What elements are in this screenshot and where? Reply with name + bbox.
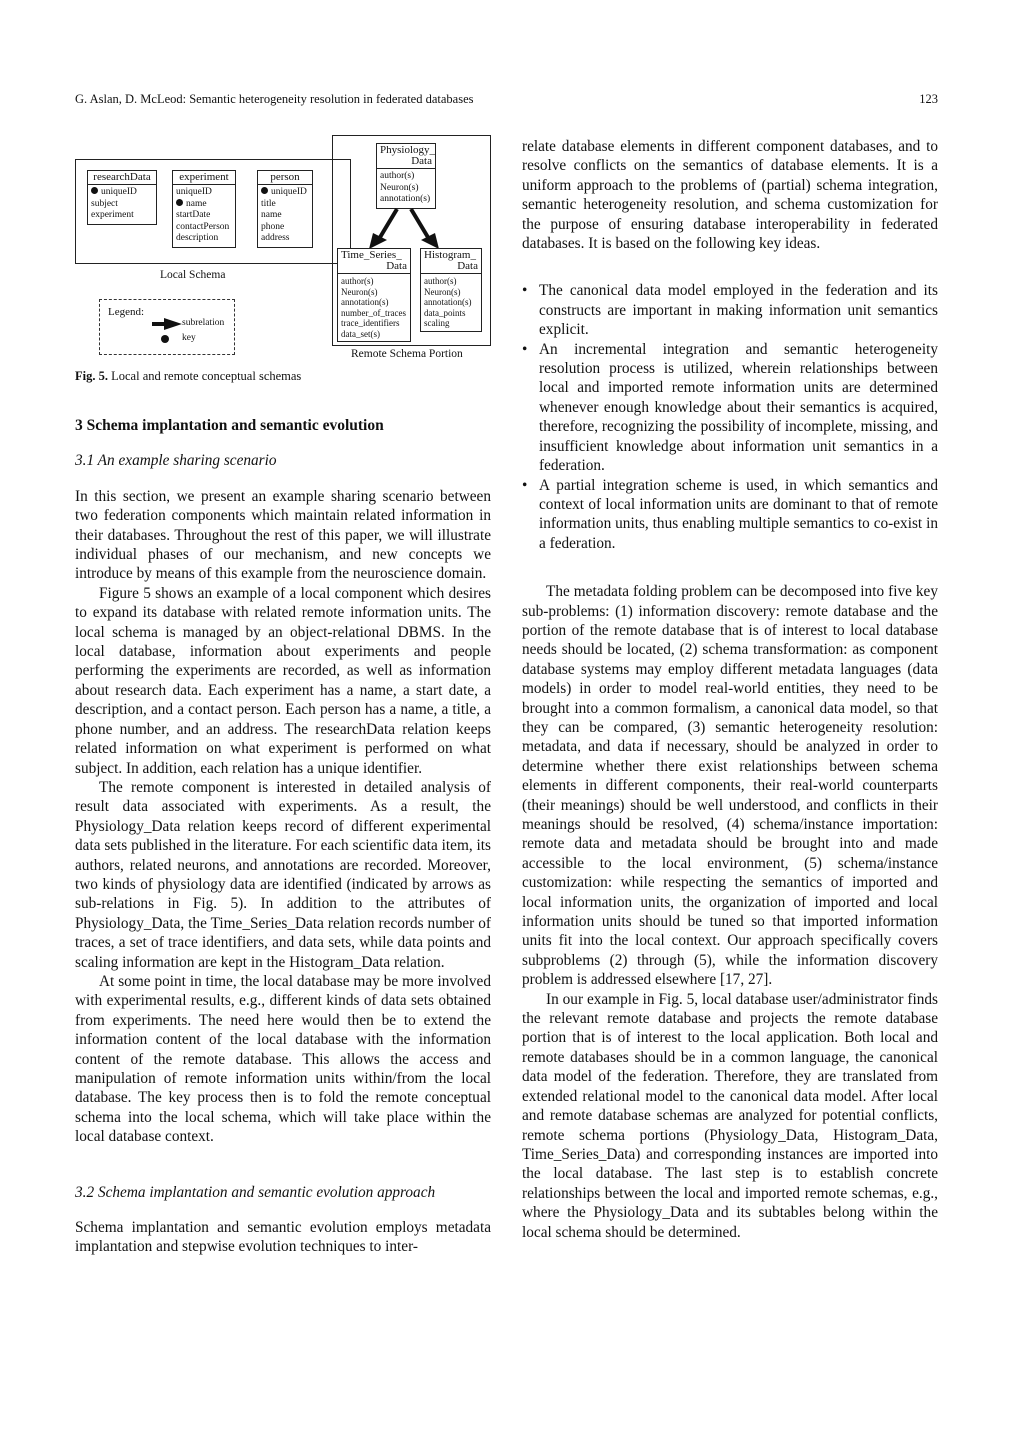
list-item: • An incremental integration and semantic heterogeneity resolution process is utilized, wherein relationships between local and imported remote information units are determined whenever enough knowledge about their semantics is acquired, therefore, recognizing the possibility of incomplete, missing, and insufficient knowledge about information unit semantics in a federation. xyxy=(522,340,938,476)
paragraph: Schema implantation and semantic evolution employs metadata implantation and stepwise evolution techniques to inter- xyxy=(75,1219,491,1256)
attribute: data_set(s) xyxy=(341,328,380,339)
legend-key-label: key xyxy=(182,333,196,343)
remote-schema-label: Remote Schema Portion xyxy=(351,348,463,360)
key-dot-icon xyxy=(261,187,268,194)
section-heading: 3 Schema implantation and semantic evolution xyxy=(75,417,384,434)
paragraph: In this section, we present an example sharing scenario between two federation components which maintain related information in their databases. Throughout the rest of this paper, we will illustrate individual phases of our mechanism, and new concepts we introduce by means of this example from the neuroscience domain. xyxy=(75,487,491,583)
attribute: contactPerson xyxy=(176,221,230,232)
figure-caption xyxy=(75,369,301,384)
relation-researchData xyxy=(87,170,157,225)
relation-Time_Series_Data xyxy=(337,248,411,342)
attribute: description xyxy=(176,233,219,243)
key-ideas-list xyxy=(522,281,938,553)
caption-text: Local and remote conceptual schemas xyxy=(107,369,302,383)
running-head xyxy=(75,92,938,107)
attribute-key: uniqueID xyxy=(261,187,310,199)
caption-label: Fig. 5. xyxy=(75,369,108,383)
relation-Histogram_Data xyxy=(420,248,482,332)
relation-title: Histogram_ Data xyxy=(421,249,481,274)
attribute: phone xyxy=(261,221,285,232)
attribute: number_of_traces xyxy=(341,307,406,318)
right-column xyxy=(522,137,938,1242)
legend-title: Legend: xyxy=(108,306,145,318)
attribute: annotation(s) xyxy=(380,194,431,204)
relation-title: researchData xyxy=(88,171,156,185)
attribute: startDate xyxy=(176,210,211,220)
attribute: author(s) xyxy=(424,276,457,286)
attribute: uniqueID xyxy=(176,187,212,197)
paragraph: In our example in Fig. 5, local database user/administrator finds the relevant remote database and projects the remote database portion that is of interest to the local application. Both local and remote databases should be in a common language, the canonical data model of the federation. Therefore, they are translated from extended relational model to the canonical data model. After local and remote database schemas are analyzed for potential conflicts, remote schema portions (Physiology_Data, Histogram_Data, Time_Series_Data) and corresponding instances are imported into the local database. The last step is to establish concrete relationships between the local and imported remote schemas, e.g., where the Physiology_Data and its subtables belong within the local schema should be determined. xyxy=(522,990,938,1241)
paragraph: At some point in time, the local database may be more involved with experimental results, e.g., different kinds of data sets obtained from experiments. The need here would then be to extend the information content of the local database with the information content of the remote database. This allows the access and manipulation of remote information units within/from the local database. The key process then is to fold the remote conceptual schema into the local schema, which will take place within the local database context. xyxy=(75,972,491,1146)
legend xyxy=(99,299,235,355)
left-column xyxy=(75,416,491,1257)
paragraph: The remote component is interested in detailed analysis of result data associated with experiments. As a result, the Physiology_Data relation keeps record of different experimental data sets published in the literature. For each scientific data item, its authors, related neurons, and annotations are recorded. Moreover, two kinds of physiology data are identified (indicated by arrows as sub-relations in Fig. 5). In addition to the attributes of Physiology_Data, the Time_Series_Data relation records number of traces, a set of trace identifiers, and data sets, while data points and scaling information are kept in the Histogram_Data relation. xyxy=(75,778,491,971)
attribute: scaling xyxy=(424,318,450,328)
attribute: Neuron(s) xyxy=(424,286,461,297)
attribute-key: name xyxy=(176,199,233,211)
figure-5 xyxy=(75,133,495,383)
attribute: Neuron(s) xyxy=(380,182,419,193)
paragraph: The metadata folding problem can be decomposed into five key sub-problems: (1) information discovery: remote database and the portion of the remote database that is of interest to local database needs should be located, (2) schema transformation: as component database systems may employ different metadata languages (data models) in order to model real-world entities, they need to be brought into a common formalism, a canonical data model, so that they can be compared, (3) semantic heterogeneity resolution: metadata, and data if necessary, should be analyzed in order to determine whether there exist relationships between schema elements in different components, their real-world counterparts (their meanings) should be well understood, and conflicts in their meanings should be resolved, (4) schema/instance importation: remote data and metadata should be brought into and made accessible to the local environment, (5) schema/instance customization: while respecting the semantics of imported and local information units, the organization of imported and local information units should be tuned so that imported information units fit into the local context. Our approach specifically covers subproblems (2) through (5), while the information discovery problem is addressed elsewhere [17, 27]. xyxy=(522,583,938,989)
page-number: 123 xyxy=(919,92,938,106)
attribute: experiment xyxy=(91,210,134,220)
attribute: title xyxy=(261,198,276,209)
attribute: name xyxy=(261,210,282,220)
subsection-heading-3-1: 3.1 An example sharing scenario xyxy=(75,452,277,470)
relation-Physiology_Data xyxy=(376,143,436,209)
attribute: author(s) xyxy=(380,171,415,181)
attribute-key: uniqueID xyxy=(91,187,154,199)
relation-title: Time_Series_ Data xyxy=(338,249,410,274)
subrelation-arrow-icon xyxy=(152,318,182,330)
key-dot-icon xyxy=(176,199,183,206)
attribute: annotation(s) xyxy=(341,297,389,307)
relation-title: person xyxy=(258,171,312,185)
paragraph: Figure 5 shows an example of a local component which desires to expand its database with related remote information units. The local schema is managed by an object-relational DBMS. In the local database, information about experiments and people performing the experiments are recorded, as well as information about research data. Each experiment has a name, a start date, a description, and a contact person. Each person has a name, a title, a phone number, and an address. The researchData relation keeps related information on what experiment is performed on what subject. In addition, each relation has a unique identifier. xyxy=(75,584,491,777)
list-item: • The canonical data model employed in the federation and its constructs are important in making information unit semantics explicit. xyxy=(522,281,938,339)
legend-subrelation-label: subrelation xyxy=(182,318,225,328)
key-dot-icon xyxy=(91,187,98,194)
key-dot-icon xyxy=(161,335,169,343)
local-schema-label: Local Schema xyxy=(160,269,226,281)
attribute: address xyxy=(261,233,290,243)
running-head-title: G. Aslan, D. McLeod: Semantic heterogeneity resolution in federated databases xyxy=(75,92,474,106)
attribute: trace_identifiers xyxy=(341,318,400,328)
relation-title: experiment xyxy=(173,171,235,185)
list-item: • A partial integration scheme is used, in which semantics and context of local information units are dominant to that of remote information units, thus enabling multiple semantics to co-exist in a federation. xyxy=(522,476,938,554)
relation-title: Physiology_ Data xyxy=(377,144,435,169)
relation-person xyxy=(257,170,313,248)
subsection-heading-3-2: 3.2 Schema implantation and semantic evolution approach xyxy=(75,1183,436,1201)
attribute: author(s) xyxy=(341,276,374,286)
attribute: Neuron(s) xyxy=(341,286,378,297)
attribute: data_points xyxy=(424,307,466,318)
attribute: annotation(s) xyxy=(424,297,472,307)
subrelation-arrows-icon xyxy=(365,207,475,251)
paragraph: relate database elements in different component databases, and to resolve conflicts on the semantics of database elements. It is a uniform approach to the problems of (partial) schema integration, semantic heterogeneity resolution, and schema customization for the purpose of ensuring database interoperability in federated databases. It is based on the following key ideas. xyxy=(522,138,938,253)
relation-experiment xyxy=(172,170,236,248)
attribute: subject xyxy=(91,198,118,209)
